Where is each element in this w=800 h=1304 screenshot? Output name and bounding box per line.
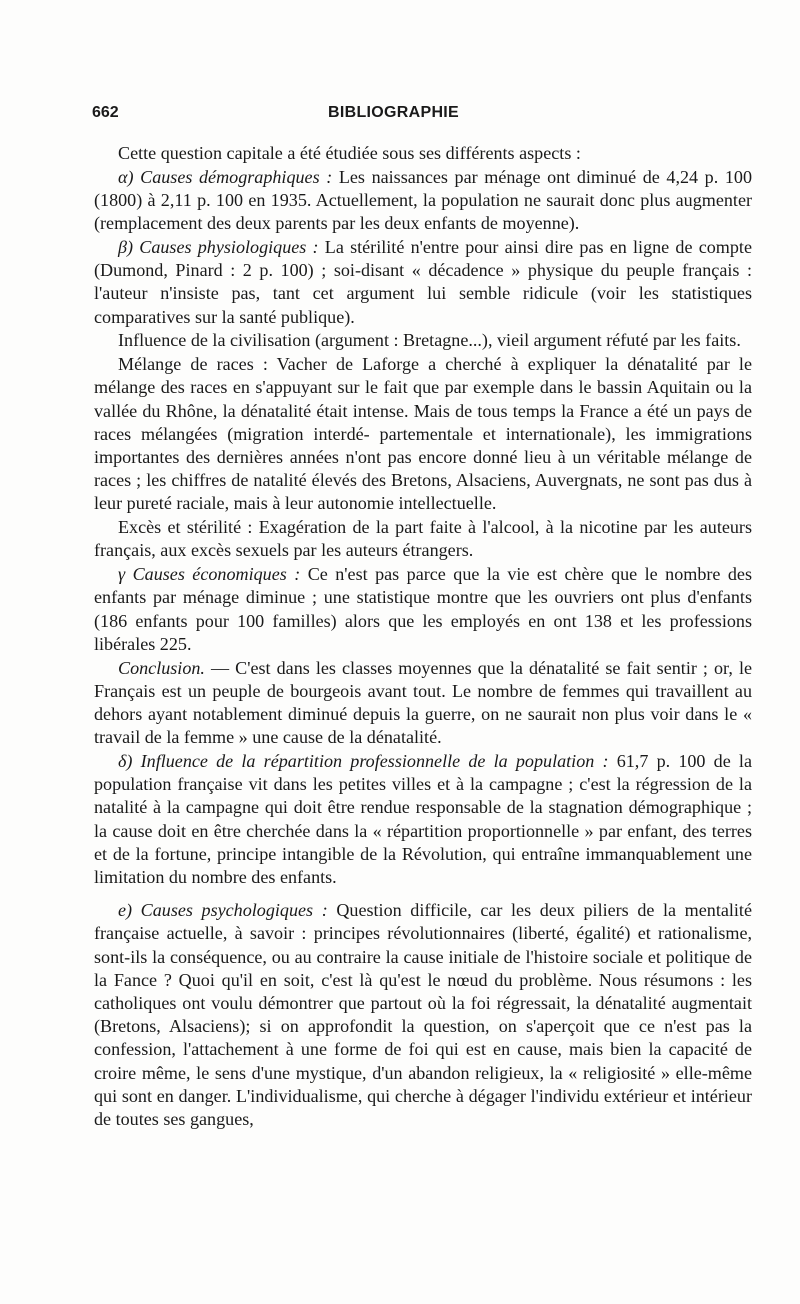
section-lead: γ Causes économiques : (118, 564, 301, 585)
paragraph-melange-races: Mélange de races : Vacher de Laforge a cherché à expliquer la dénatalité par le mélange des races en s'appuyant sur le fait que par exemple dans le bassin Aquitain ou la vallée du Rhône, la dénatalité était intense. Mais de tous temps la France a été un pays de races mélangées (migration interdé- partementale et internationale), les immigrations importantes des dernières années n'ont pas encore donné lieu à un véritable mélange de races ; les chiffres de natalité élevés des Bretons, Alsaciens, Auvergnats, ne sont pas dus à leur pureté raciale, mais à leur autonomie intellectuelle. (94, 354, 752, 514)
section-lead: α) Causes démographiques : (118, 166, 333, 187)
running-title: BIBLIOGRAPHIE (328, 104, 460, 121)
section-lead: e) Causes psychologiques : (118, 900, 328, 921)
paragraph-causes-demographiques: α) Causes démographiques : Les naissances par ménage ont diminué de 4,24 p. 100 (1800) à 2,11 p. 100 en 1935. Actuellement, la population ne saurait donc plus augmenter (remplacement des deux parents par les deux enfants de moyenne). (94, 166, 752, 234)
paragraph-conclusion: Conclusion. — C'est dans les classes moyennes que la dénatalité se fait sentir ; or, le Français est un peuple de bourgeois avant tout. Le nombre de femmes qui travaillent au dehors ayant notablement diminué depuis la guerre, on ne saurait non plus voir dans le « travail de la femme » une cause de la dénatalité. (94, 657, 752, 748)
page-header (92, 100, 752, 128)
paragraph-exces-sterilite: Excès et stérilité : Exagération de la part faite à l'alcool, à la nicotine par les auteurs français, aux excès sexuels par les auteurs étrangers. (94, 517, 752, 561)
section-lead: β) Causes physiologiques : (118, 237, 319, 257)
section-lead: Conclusion. (118, 657, 205, 678)
paragraph-intro: Cette question capitale a été étudiée sous ses différents aspects : (118, 143, 581, 163)
paragraph-influence-civilisation: Influence de la civilisation (argument : Bretagne...), vieil argument réfuté par les faits. (118, 330, 741, 351)
page-number: 662 (92, 104, 119, 121)
section-lead: δ) Influence de la répartition professionnelle de la population : (118, 751, 609, 772)
body-text (94, 142, 752, 1131)
paragraph-causes-psychologiques: e) Causes psychologiques : Question difficile, car les deux piliers de la mentalité française actuelle, à savoir : principes révolutionnaires (liberté, égalité) et rationalisme, sont-ils la conséquence, ou au contraire la cause initiale de l'histoire sociale et politique de la Fance ? Quoi qu'il en soit, c'est là qu'est le nœud du problème. Nous résumons : les catholiques ont voulu démontrer que partout où la foi régressait, la dénatalité augmentait (Bretons, Alsaciens); si on approfondit la question, on s'aperçoit que ce n'est pas la confession, l'attachement à une forme de foi qui est en cause, mais bien la capacité de croire même, le sens d'une mystique, d'un abandon religieux, la « religiosité » elle-même qui sont en danger. L'individualisme, qui cherche à dégager l'individu extérieur et intérieur de toutes ses gangues, (94, 900, 752, 1130)
paragraph-causes-physiologiques: β) Causes physiologiques : La stérilité n'entre pour ainsi dire pas en ligne de compte (Dumond, Pinard : 2 p. 100) ; soi-disant « décadence » physique du peuple français : l'auteur n'insiste pas, tant cet argument lui semble ridicule (voir les statistiques comparatives sur la santé publique). (94, 237, 752, 327)
paragraph-causes-economiques: γ Causes économiques : Ce n'est pas parce que la vie est chère que le nombre des enfants par ménage diminue ; une statistique montre que les ouvriers ont plus d'enfants (186 enfants pour 100 familles) alors que les employés en ont 138 et les professions libérales 225. (94, 564, 753, 654)
paragraph-repartition-professionnelle: δ) Influence de la répartition professionnelle de la population : 61,7 p. 100 de la population française vit dans les petites villes et à la campagne ; c'est la régression de la natalité à la campagne qui doit être rendue responsable de la stagnation démographique ; la cause doit en être cherchée dans la « répartition proportionnelle » par enfant, des terres et de la fortune, principe intangible de la Révolution, qui entraîne immanquablement une limitation du nombre des enfants. (94, 751, 752, 888)
